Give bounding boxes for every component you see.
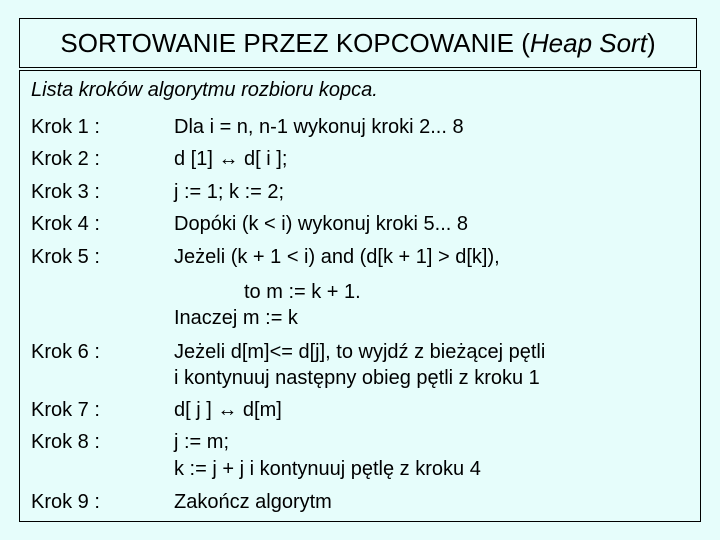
title-italic: Heap Sort <box>529 27 647 58</box>
step-6-text-line-2: i kontynuuj następny obieg pętli z kroku 1 <box>174 367 540 389</box>
step-4-text: Dopóki (k < i) wykonuj kroki 5... 8 <box>174 213 468 235</box>
slide-title <box>19 18 697 68</box>
step-5-text-line-2: to m := k + 1. <box>244 281 361 303</box>
title-close: ) <box>646 27 656 58</box>
title-main: SORTOWANIE PRZEZ KOPCOWANIE ( <box>60 27 530 58</box>
step-6-label: Krok 6 : <box>31 341 100 363</box>
step-4-label: Krok 4 : <box>31 213 100 235</box>
step-7-text: d[ j ] ↔ d[m] <box>174 399 282 421</box>
step-5-text-line-1: Jeżeli (k + 1 < i) and (d[k + 1] > d[k]), <box>174 246 500 268</box>
step-3-text: j := 1; k := 2; <box>174 181 285 203</box>
step-5-label: Krok 5 : <box>31 246 100 268</box>
step-8-text-line-1: j := m; <box>174 431 230 453</box>
step-2-label: Krok 2 : <box>31 148 100 170</box>
step-2-text: d [1] ↔ d[ i ]; <box>174 148 288 170</box>
step-6-text-line-1: Jeżeli d[m]<= d[j], to wyjdź z bieżącej pętli <box>174 341 546 363</box>
step-1-label: Krok 1 : <box>31 116 100 138</box>
step-8-label: Krok 8 : <box>31 431 100 453</box>
step-5-text-line-3: Inaczej m := k <box>174 307 298 329</box>
step-3-label: Krok 3 : <box>31 181 100 203</box>
step-7-label: Krok 7 : <box>31 399 100 421</box>
step-8-text-line-2: k := j + j i kontynuuj pętlę z kroku 4 <box>174 458 481 480</box>
step-9-text: Zakończ algorytm <box>174 491 332 513</box>
step-1-text: Dla i = n, n-1 wykonuj kroki 2... 8 <box>174 116 464 138</box>
list-heading: Lista kroków algorytmu rozbioru kopca. <box>31 79 378 101</box>
step-9-label: Krok 9 : <box>31 491 100 513</box>
